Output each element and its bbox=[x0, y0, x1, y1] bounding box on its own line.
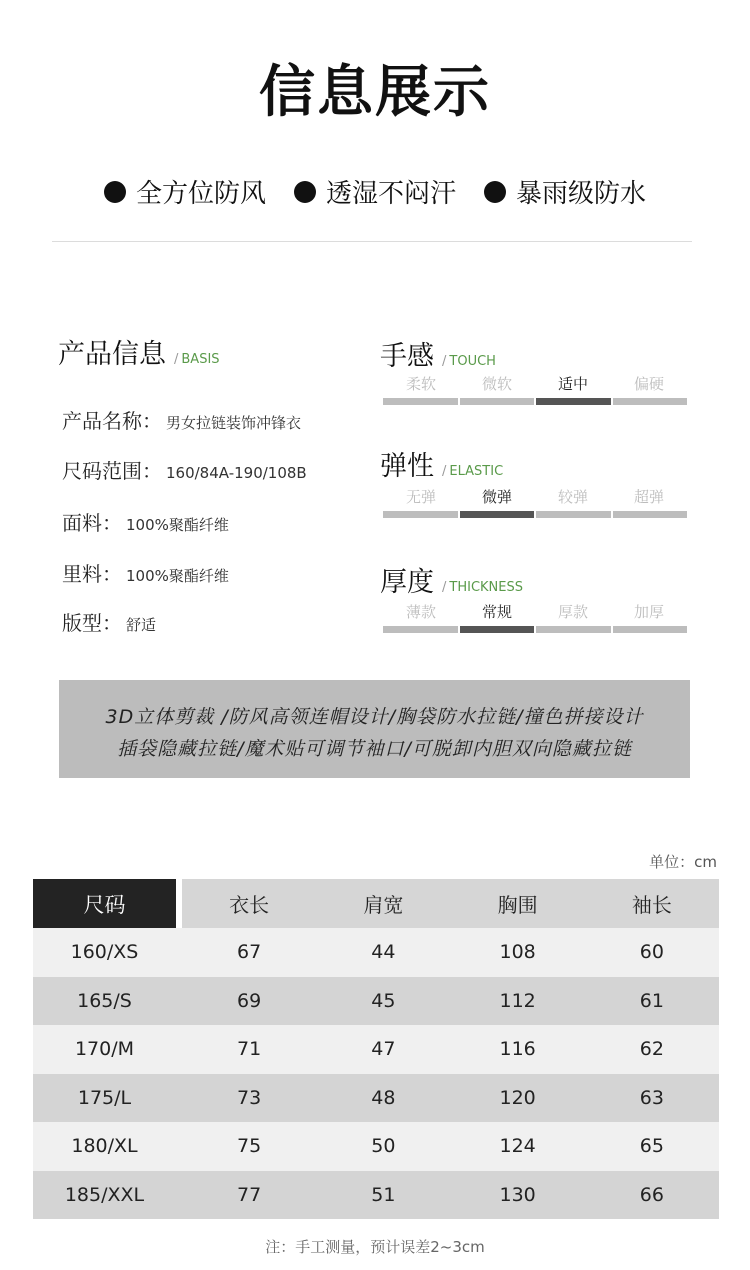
table-cell: 51 bbox=[316, 1171, 450, 1220]
bullet-icon bbox=[104, 181, 126, 203]
table-body bbox=[33, 928, 719, 1219]
table-cell: 63 bbox=[585, 1074, 719, 1123]
scale-option: 偏硬 bbox=[633, 375, 664, 393]
table-cell: 130 bbox=[451, 1171, 585, 1220]
table-cell: 112 bbox=[451, 977, 585, 1026]
table-row bbox=[33, 977, 719, 1026]
elastic-scale bbox=[383, 486, 687, 518]
table-cell: 120 bbox=[451, 1074, 585, 1123]
scale-option: 微弹 bbox=[481, 488, 512, 506]
info-value: 男女拉链装饰冲锋衣 bbox=[166, 414, 302, 432]
scale-segment bbox=[460, 511, 535, 518]
table-cell: 61 bbox=[585, 977, 719, 1026]
elastic-heading-en-wrap: / ELASTIC bbox=[442, 464, 504, 479]
elastic-heading bbox=[380, 444, 503, 483]
table-cell: 65 bbox=[585, 1122, 719, 1171]
table-cell: 160/XS bbox=[33, 928, 176, 977]
table-header-row bbox=[33, 879, 719, 928]
basis-heading-en: BASIS bbox=[181, 352, 220, 367]
header-cell: 胸围 bbox=[451, 879, 585, 928]
touch-heading bbox=[380, 334, 496, 373]
scale-option: 柔软 bbox=[405, 375, 436, 393]
table-cell: 48 bbox=[316, 1074, 450, 1123]
info-row-size-range bbox=[62, 455, 307, 484]
table-row bbox=[33, 1074, 719, 1123]
header-cell: 肩宽 bbox=[316, 879, 450, 928]
feature-list bbox=[0, 173, 750, 210]
info-value: 160/84A-190/108B bbox=[166, 464, 307, 482]
unit-label: 单位：cm bbox=[649, 853, 717, 871]
info-value: 100%聚酯纤维 bbox=[126, 516, 229, 534]
info-key: 里料： bbox=[62, 562, 122, 586]
scale-segment bbox=[383, 511, 458, 518]
info-key: 版型： bbox=[62, 611, 122, 635]
scale-segment bbox=[383, 626, 458, 633]
table-cell: 66 bbox=[585, 1171, 719, 1220]
thickness-scale bbox=[383, 601, 687, 633]
table-cell: 75 bbox=[182, 1122, 316, 1171]
measurement-note: 注：手工测量，预计误差2~3cm bbox=[265, 1238, 485, 1256]
bullet-icon bbox=[294, 181, 316, 203]
touch-scale bbox=[383, 373, 687, 405]
scale-option: 加厚 bbox=[633, 603, 664, 621]
info-key: 尺码范围： bbox=[62, 459, 162, 483]
table-cell: 165/S bbox=[33, 977, 176, 1026]
info-value: 舒适 bbox=[126, 616, 157, 634]
header-cell: 尺码 bbox=[33, 879, 176, 928]
table-cell: 45 bbox=[316, 977, 450, 1026]
table-cell: 175/L bbox=[33, 1074, 176, 1123]
info-value: 100%聚酯纤维 bbox=[126, 567, 229, 585]
table-cell: 77 bbox=[182, 1171, 316, 1220]
info-row-name bbox=[62, 405, 301, 434]
basis-heading-cn: 产品信息 bbox=[58, 339, 166, 370]
feature-label: 全方位防风 bbox=[135, 179, 266, 209]
scale-segment bbox=[613, 511, 688, 518]
feature-item bbox=[484, 173, 646, 210]
touch-heading-en: TOUCH bbox=[449, 354, 496, 369]
header-cell: 衣长 bbox=[182, 879, 316, 928]
info-row-fabric bbox=[62, 507, 229, 536]
scale-option: 微软 bbox=[481, 375, 512, 393]
table-row bbox=[33, 1171, 719, 1220]
header-cell: 袖长 bbox=[585, 879, 719, 928]
scale-segment bbox=[383, 398, 458, 405]
basis-heading-en-wrap: / BASIS bbox=[174, 352, 220, 367]
thickness-heading-en: THICKNESS bbox=[449, 580, 523, 595]
size-chart-table bbox=[33, 879, 719, 1219]
table-cell: 124 bbox=[451, 1122, 585, 1171]
scale-option: 薄款 bbox=[405, 603, 436, 621]
feature-item bbox=[104, 173, 266, 210]
elastic-heading-en: ELASTIC bbox=[449, 464, 504, 479]
table-cell: 50 bbox=[316, 1122, 450, 1171]
scale-option: 无弹 bbox=[405, 488, 436, 506]
bullet-icon bbox=[484, 181, 506, 203]
divider bbox=[52, 241, 692, 242]
table-row bbox=[33, 1025, 719, 1074]
table-cell: 73 bbox=[182, 1074, 316, 1123]
scale-segment bbox=[613, 398, 688, 405]
scale-option: 较弹 bbox=[557, 488, 588, 506]
scale-option: 超弹 bbox=[633, 488, 664, 506]
scale-option: 厚款 bbox=[557, 603, 588, 621]
thickness-heading-cn: 厚度 bbox=[380, 567, 434, 598]
table-cell: 44 bbox=[316, 928, 450, 977]
table-cell: 62 bbox=[585, 1025, 719, 1074]
description-line: 插袋隐藏拉链/魔术贴可调节袖口/可脱卸内胆双向隐藏拉链 bbox=[117, 738, 632, 760]
feature-label: 透湿不闷汗 bbox=[325, 179, 456, 209]
table-cell: 67 bbox=[182, 928, 316, 977]
scale-option: 适中 bbox=[557, 375, 588, 393]
scale-option: 常规 bbox=[481, 603, 512, 621]
page-title: 信息展示 bbox=[259, 60, 491, 125]
table-cell: 108 bbox=[451, 928, 585, 977]
table-cell: 47 bbox=[316, 1025, 450, 1074]
touch-heading-cn: 手感 bbox=[380, 341, 434, 372]
scale-segment bbox=[536, 511, 611, 518]
table-cell: 69 bbox=[182, 977, 316, 1026]
info-row-fit bbox=[62, 607, 156, 636]
thickness-heading-en-wrap: / THICKNESS bbox=[442, 580, 523, 595]
touch-heading-en-wrap: / TOUCH bbox=[442, 354, 496, 369]
table-cell: 180/XL bbox=[33, 1122, 176, 1171]
scale-segment bbox=[536, 398, 611, 405]
table-cell: 60 bbox=[585, 928, 719, 977]
elastic-heading-cn: 弹性 bbox=[380, 451, 434, 482]
table-cell: 116 bbox=[451, 1025, 585, 1074]
scale-segment bbox=[460, 626, 535, 633]
scale-segment bbox=[613, 626, 688, 633]
table-cell: 71 bbox=[182, 1025, 316, 1074]
description-line: 3D立体剪裁 /防风高领连帽设计/胸袋防水拉链/撞色拼接设计 bbox=[105, 706, 644, 728]
thickness-heading bbox=[380, 560, 523, 599]
feature-description-banner bbox=[59, 680, 690, 778]
table-cell: 170/M bbox=[33, 1025, 176, 1074]
table-row bbox=[33, 928, 719, 977]
scale-segment bbox=[460, 398, 535, 405]
info-key: 产品名称： bbox=[62, 409, 162, 433]
feature-item bbox=[294, 173, 456, 210]
table-row bbox=[33, 1122, 719, 1171]
table-cell: 185/XXL bbox=[33, 1171, 176, 1220]
basis-heading bbox=[58, 332, 220, 371]
info-row-lining bbox=[62, 558, 229, 587]
feature-label: 暴雨级防水 bbox=[516, 179, 647, 209]
info-key: 面料： bbox=[62, 511, 122, 535]
scale-segment bbox=[536, 626, 611, 633]
